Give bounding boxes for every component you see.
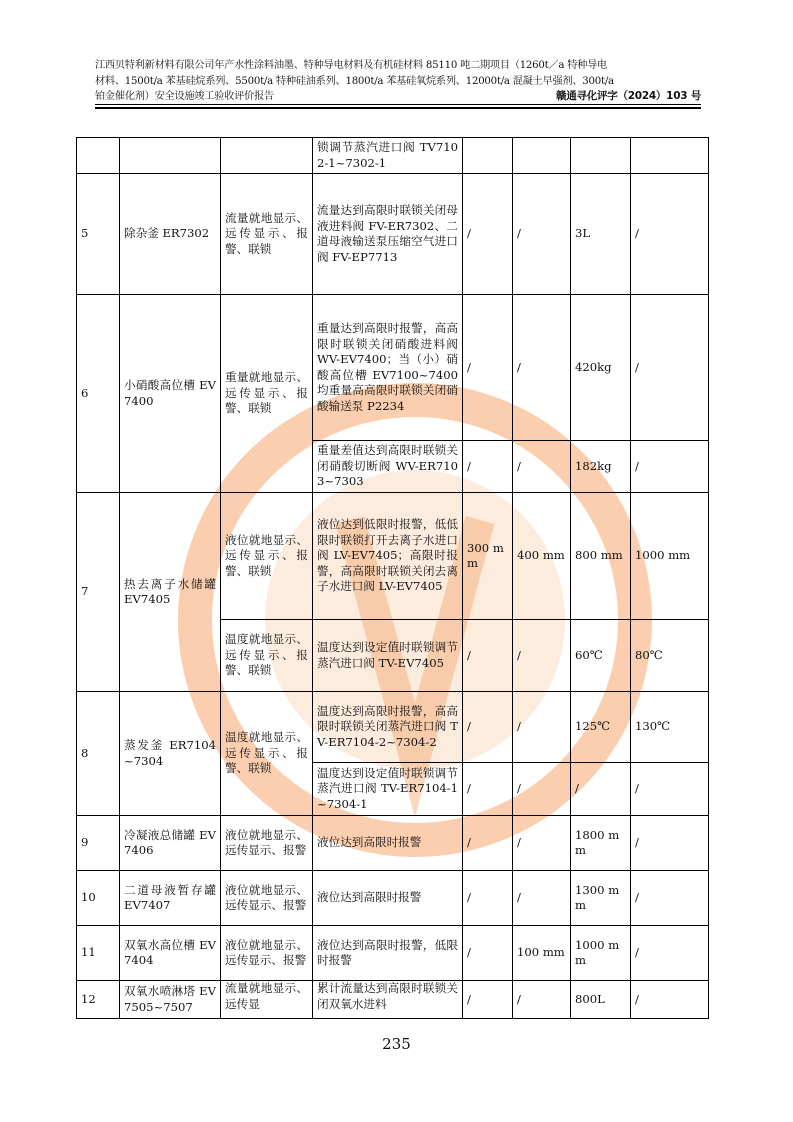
cell-interlock: 温度达到设定值时联锁调节蒸汽进口阀 TV-EV7405	[313, 620, 463, 692]
cell-v2: /	[513, 441, 571, 493]
cell-interlock: 温度达到高限时报警，高高限时联锁关闭蒸汽进口阀 TV-ER7104-2~7304-2	[313, 692, 463, 763]
cell-v2: /	[513, 692, 571, 763]
cell-measure: 液位就地显示、远传显示、报警、联锁	[221, 493, 313, 620]
cell-equipment: 小硝酸高位槽 EV7400	[120, 295, 221, 493]
page-header	[95, 58, 701, 105]
page-number: 235	[382, 1035, 411, 1053]
cell-no	[77, 138, 120, 174]
cell-v2: /	[513, 816, 571, 871]
cell-v3: 125℃	[571, 692, 631, 763]
cell-v1: /	[463, 871, 513, 926]
cell-no: 5	[77, 174, 120, 295]
cell-v2: /	[513, 620, 571, 692]
cell-equipment	[120, 138, 221, 174]
table-row	[77, 871, 709, 926]
table-row	[77, 926, 709, 981]
table-row	[77, 295, 709, 441]
cell-v1: /	[463, 926, 513, 981]
cell-v1: /	[463, 763, 513, 816]
cell-equipment: 冷凝液总储罐 EV7406	[120, 816, 221, 871]
table-row	[77, 138, 709, 174]
cell-v3: 60℃	[571, 620, 631, 692]
cell-v1	[463, 138, 513, 174]
cell-measure: 温度就地显示、远传显示、报警、联锁	[221, 620, 313, 692]
header-title-line-3	[95, 89, 701, 105]
cell-equipment: 双氧水喷淋塔 EV7505~7507	[120, 981, 221, 1019]
cell-interlock: 重量差值达到高限时联锁关闭硝酸切断阀 WV-ER7103~7303	[313, 441, 463, 493]
cell-interlock: 液位达到低限时报警，低低限时联锁打开去离子水进口阀 LV-EV7405；高限时报警，高高限时联锁关闭去离子水进口阀 LV-EV7405	[313, 493, 463, 620]
cell-v3: 800L	[571, 981, 631, 1019]
cell-equipment: 二道母液暂存罐 EV7407	[120, 871, 221, 926]
cell-equipment: 除杂釜 ER7302	[120, 174, 221, 295]
cell-no: 8	[77, 692, 120, 816]
cell-equipment: 热去离子水储罐 EV7405	[120, 493, 221, 692]
table-row	[77, 981, 709, 1019]
cell-interlock: 锁调节蒸汽进口阀 TV7102-1~7302-1	[313, 138, 463, 174]
cell-v4: /	[631, 871, 709, 926]
cell-interlock: 重量达到高限时报警，高高限时联锁关闭硝酸进料阀 WV-EV7400；当（小）硝酸高位槽 EV7100~7400 均重量高高限时联锁关闭硝酸输送泵 P2234	[313, 295, 463, 441]
cell-v1: 300 mm	[463, 493, 513, 620]
cell-v3: 800 mm	[571, 493, 631, 620]
cell-measure: 流量就地显示、远传显	[221, 981, 313, 1019]
cell-v1: /	[463, 295, 513, 441]
cell-v4: /	[631, 295, 709, 441]
cell-v4: /	[631, 816, 709, 871]
cell-v3: 1000 mm	[571, 926, 631, 981]
header-title-line-1: 江西贝特利新材料有限公司年产水性涂料油墨、特种导电材料及有机硅材料 85110 吨二期项目（1260t／a 特种导电	[95, 60, 607, 71]
cell-v3: 420kg	[571, 295, 631, 441]
cell-v4: 130℃	[631, 692, 709, 763]
cell-v1: /	[463, 441, 513, 493]
cell-equipment: 双氧水高位槽 EV7404	[120, 926, 221, 981]
cell-v2: 100 mm	[513, 926, 571, 981]
table-row	[77, 174, 709, 295]
cell-measure: 液位就地显示、远传显示、报警	[221, 871, 313, 926]
cell-interlock: 温度达到设定值时联锁调节蒸汽进口阀 TV-ER7104-1~7304-1	[313, 763, 463, 816]
cell-measure: 流量就地显示、远传显示、报警、联锁	[221, 174, 313, 295]
cell-v4: /	[631, 926, 709, 981]
table-row	[77, 493, 709, 620]
cell-v2: /	[513, 174, 571, 295]
cell-v4: /	[631, 981, 709, 1019]
interlock-table	[76, 137, 709, 1019]
cell-interlock: 液位达到高限时报警，低限时报警	[313, 926, 463, 981]
table-row	[77, 816, 709, 871]
cell-no: 6	[77, 295, 120, 493]
cell-v4: 1000 mm	[631, 493, 709, 620]
table-row	[77, 692, 709, 763]
cell-v3: 1300 mm	[571, 871, 631, 926]
cell-v1: /	[463, 174, 513, 295]
cell-v2: /	[513, 981, 571, 1019]
cell-v3: 1800 mm	[571, 816, 631, 871]
cell-equipment: 蒸发釜 ER7104~7304	[120, 692, 221, 816]
cell-v2: 400 mm	[513, 493, 571, 620]
cell-measure: 重量就地显示、远传显示、报警、联锁	[221, 295, 313, 493]
header-rule-thin	[95, 104, 701, 105]
cell-v3: 3L	[571, 174, 631, 295]
cell-interlock: 液位达到高限时报警	[313, 816, 463, 871]
cell-interlock: 累计流量达到高限时联锁关闭双氧水进料	[313, 981, 463, 1019]
cell-v2: /	[513, 871, 571, 926]
cell-v4: /	[631, 763, 709, 816]
cell-v4	[631, 138, 709, 174]
cell-no: 10	[77, 871, 120, 926]
cell-measure: 液位就地显示、远传显示、报警	[221, 816, 313, 871]
cell-interlock: 流量达到高限时联锁关闭母液进料阀 FV-ER7302、二道母液输送泵压缩空气进口阀 FV-EP7713	[313, 174, 463, 295]
header-title-line-2: 材料、1500t/a 苯基硅烷系列、5500t/a 特种硅油系列、1800t/a 苯基硅氧烷系列、12000t/a 混凝土早强剂、300t/a	[95, 75, 614, 87]
cell-no: 12	[77, 981, 120, 1019]
cell-v3	[571, 138, 631, 174]
cell-v2: /	[513, 295, 571, 441]
cell-no: 9	[77, 816, 120, 871]
cell-v4: /	[631, 441, 709, 493]
cell-v2	[513, 138, 571, 174]
cell-v3: 182kg	[571, 441, 631, 493]
header-rule-thick	[95, 107, 701, 109]
header-title-line-3-text: 铂金催化剂）安全设施竣工验收评价报告	[95, 91, 274, 102]
cell-v3: /	[571, 763, 631, 816]
cell-v1: /	[463, 816, 513, 871]
cell-interlock: 液位达到高限时报警	[313, 871, 463, 926]
cell-v4: 80℃	[631, 620, 709, 692]
cell-v1: /	[463, 620, 513, 692]
cell-v4: /	[631, 174, 709, 295]
report-code: 赣通寻化评字（2024）103 号	[555, 90, 701, 102]
cell-measure: 温度就地显示、远传显示、报警、联锁	[221, 692, 313, 816]
cell-no: 7	[77, 493, 120, 692]
cell-measure	[221, 138, 313, 174]
cell-v1: /	[463, 692, 513, 763]
cell-no: 11	[77, 926, 120, 981]
cell-v1: /	[463, 981, 513, 1019]
cell-measure: 液位就地显示、远传显示、报警	[221, 926, 313, 981]
cell-v2: /	[513, 763, 571, 816]
